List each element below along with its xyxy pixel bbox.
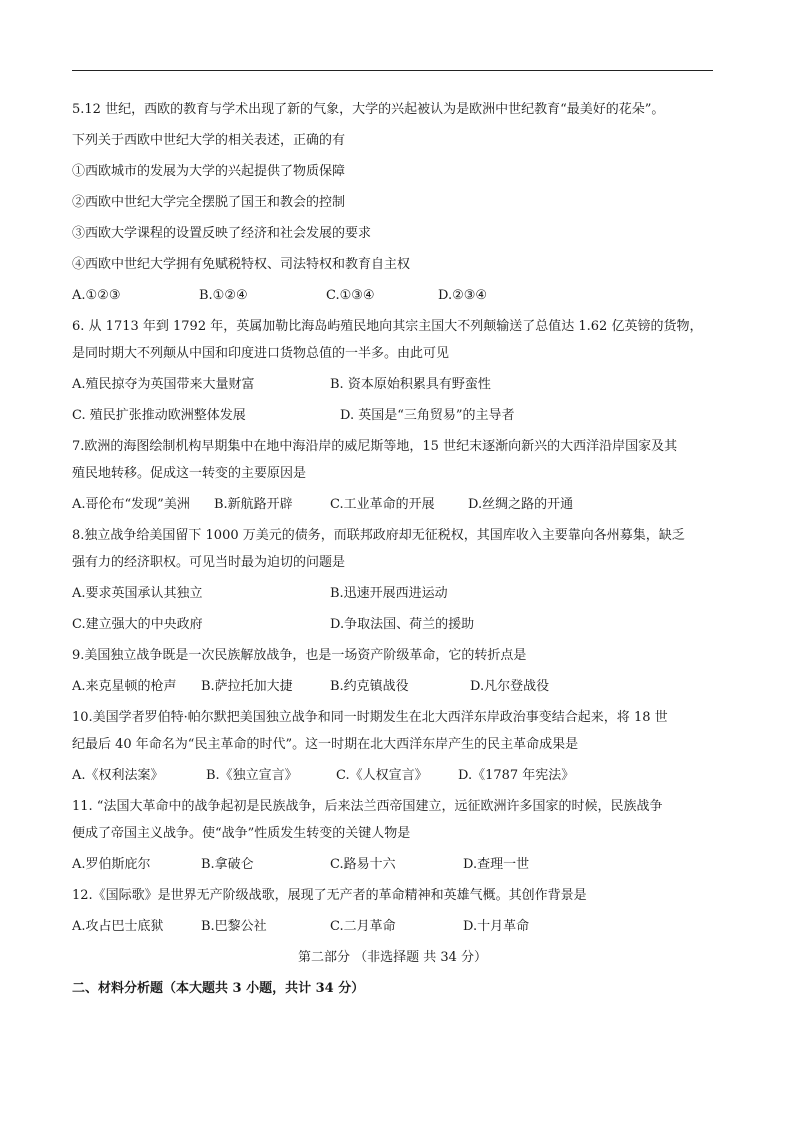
q12-option-b: B.巴黎公社 bbox=[201, 919, 267, 934]
q10-option-c: C.《人权宣言》 bbox=[336, 768, 428, 783]
q5-item-2: ②西欧中世纪大学完全摆脱了国王和教会的控制 bbox=[72, 195, 346, 210]
q5-item-1: ①西欧城市的发展为大学的兴起提供了物质保障 bbox=[72, 164, 346, 179]
q6-options-row-1 bbox=[72, 375, 722, 406]
q12-option-c: C.二月革命 bbox=[330, 919, 396, 934]
q12-option-a: A.攻占巴士底狱 bbox=[72, 919, 164, 934]
q8-option-b: B.迅速开展西进运动 bbox=[330, 586, 448, 601]
q5-options bbox=[72, 286, 722, 317]
q6-option-a: A.殖民掠夺为英国带来大量财富 bbox=[72, 377, 255, 392]
q8-option-d: D.争取法国、荷兰的援助 bbox=[330, 617, 475, 632]
q6-options-row-2 bbox=[72, 406, 722, 437]
q12-stem-line-1: 12.《国际歌》是世界无产阶级战歌，展现了无产者的革命精神和英雄气概。其创作背景是 bbox=[72, 888, 587, 903]
q8-options-row-1 bbox=[72, 584, 722, 615]
q9-option-d: D.凡尔登战役 bbox=[470, 679, 550, 694]
q7-stem-line-1: 7.欧洲的海图绘制机构早期集中在地中海沿岸的威尼斯等地，15 世纪末逐渐向新兴的大西洋沿岸国家及其 bbox=[72, 439, 678, 454]
q5-option-d: D.②③④ bbox=[438, 288, 488, 303]
q10-option-d: D.《1787 年宪法》 bbox=[458, 768, 575, 783]
q8-options-row-2 bbox=[72, 615, 722, 646]
header-rule bbox=[72, 70, 713, 71]
q11-options bbox=[72, 855, 722, 886]
q5-option-b: B.①②④ bbox=[199, 288, 248, 303]
q11-stem-line-2: 便成了帝国主义战争。使“战争”性质发生转变的关键人物是 bbox=[72, 826, 411, 841]
q8-stem-line-2: 强有力的经济职权。可见当时最为迫切的问题是 bbox=[72, 555, 346, 570]
q7-option-a: A.哥伦布“发现”美洲 bbox=[72, 497, 190, 512]
q7-options bbox=[72, 495, 722, 526]
q7-option-c: C.工业革命的开展 bbox=[330, 497, 435, 512]
q7-option-b: B.新航路开辟 bbox=[214, 497, 293, 512]
q5-item-4: ④西欧中世纪大学拥有免赋税特权、司法特权和教育自主权 bbox=[72, 257, 411, 272]
q6-option-c: C. 殖民扩张推动欧洲整体发展 bbox=[72, 408, 246, 423]
q6-stem-line-2: 是同时期大不列颠从中国和印度进口货物总值的一半多。由此可见 bbox=[72, 346, 450, 361]
q9-option-b: B.萨拉托加大捷 bbox=[201, 679, 293, 694]
q11-option-a: A.罗伯斯庇尔 bbox=[72, 857, 151, 872]
q9-stem-line-1: 9.美国独立战争既是一次民族解放战争，也是一场资产阶级革命，它的转折点是 bbox=[72, 648, 527, 663]
q11-option-c: C.路易十六 bbox=[330, 857, 396, 872]
q11-stem-line-1: 11. “法国大革命中的战争起初是民族战争，后来法兰西帝国建立，远征欧洲许多国家的时候，民族战争 bbox=[72, 799, 663, 814]
q9-option-a: A.来克星顿的枪声 bbox=[72, 679, 177, 694]
q5-stem-line-2: 下列关于西欧中世纪大学的相关表述，正确的有 bbox=[72, 133, 346, 148]
q11-option-d: D.查理一世 bbox=[463, 857, 530, 872]
q6-option-b: B. 资本原始积累具有野蛮性 bbox=[330, 377, 491, 392]
q12-option-d: D.十月革命 bbox=[463, 919, 530, 934]
q10-option-a: A.《权利法案》 bbox=[72, 768, 164, 783]
q5-option-c: C.①③④ bbox=[326, 288, 375, 303]
q8-stem-line-1: 8.独立战争给美国留下 1000 万美元的债务，而联邦政府却无征税权，其国库收入主要靠向各州募集，缺乏 bbox=[72, 528, 685, 543]
q7-stem-line-2: 殖民地转移。促成这一转变的主要原因是 bbox=[72, 466, 307, 481]
q5-item-3: ③西欧大学课程的设置反映了经济和社会发展的要求 bbox=[72, 226, 372, 241]
q9-options bbox=[72, 677, 722, 708]
exam-page bbox=[72, 100, 722, 1010]
section-2-heading: 二、材料分析题（本大题共 3 小题，共计 34 分） bbox=[72, 981, 365, 996]
q11-option-b: B.拿破仑 bbox=[201, 857, 254, 872]
q9-option-c: B.约克镇战役 bbox=[330, 679, 409, 694]
q5-option-a: A.①②③ bbox=[72, 288, 121, 303]
q12-options bbox=[72, 917, 722, 948]
q7-option-d: D.丝绸之路的开通 bbox=[468, 497, 574, 512]
q6-stem-line-1: 6. 从 1713 年到 1792 年，英属加勒比海岛屿殖民地向其宗主国大不列颠输送了总值达 1.62 亿英镑的货物， bbox=[72, 319, 703, 334]
q10-options bbox=[72, 766, 722, 797]
q5-stem-line-1: 5.12 世纪，西欧的教育与学术出现了新的气象，大学的兴起被认为是欧洲中世纪教育“最美好的花朵”。 bbox=[72, 102, 665, 117]
q8-option-c: C.建立强大的中央政府 bbox=[72, 617, 203, 632]
q8-option-a: A.要求英国承认其独立 bbox=[72, 586, 203, 601]
section-2-title: 第二部分 （非选择题 共 34 分） bbox=[297, 950, 488, 965]
q10-stem-line-1: 10.美国学者罗伯特·帕尔默把美国独立战争和同一时期发生在北大西洋东岸政治事变结合起来，将 18 世 bbox=[72, 710, 668, 725]
q10-stem-line-2: 纪最后 40 年命名为“民主革命的时代”。这一时期在北大西洋东岸产生的民主革命成果是 bbox=[72, 737, 579, 752]
q6-option-d: D. 英国是“三角贸易”的主导者 bbox=[340, 408, 515, 423]
q10-option-b: B.《独立宣言》 bbox=[206, 768, 298, 783]
